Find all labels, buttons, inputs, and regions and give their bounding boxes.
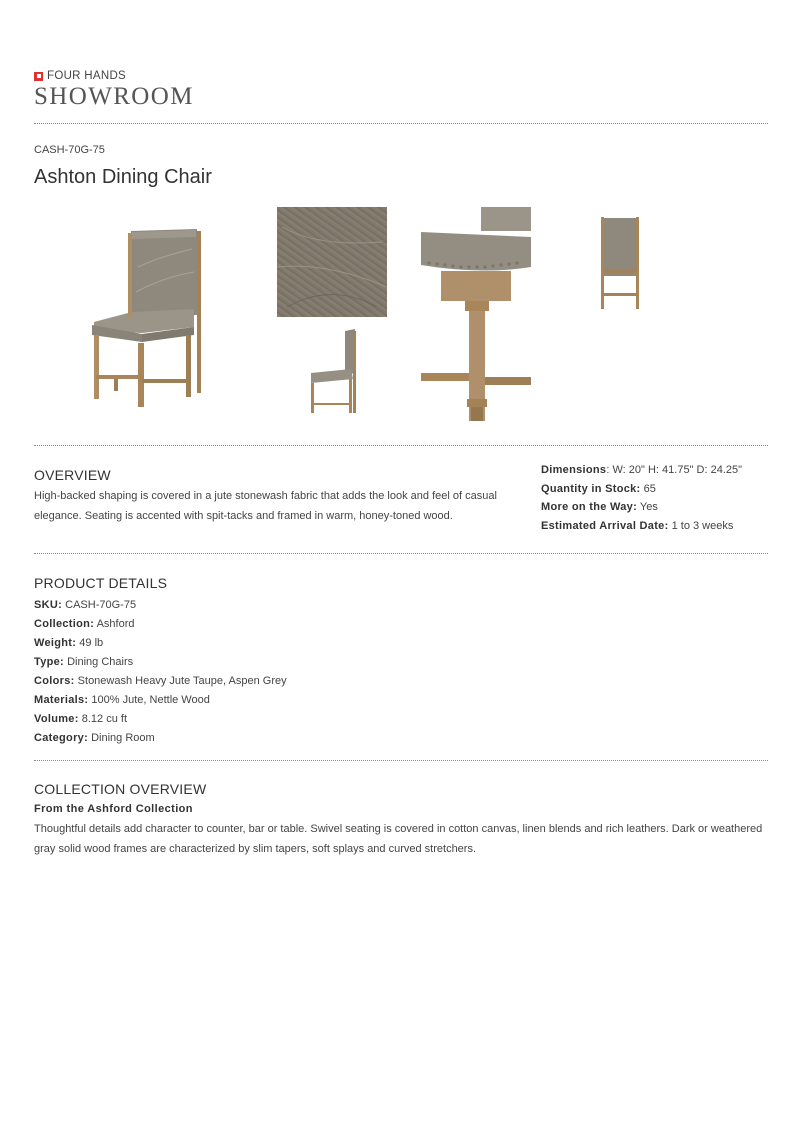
brand-name: FOUR HANDS [47, 70, 127, 82]
overview-heading: OVERVIEW [34, 467, 111, 483]
chair-back-view-image [587, 207, 657, 317]
detail-row-category: Category: Dining Room [34, 732, 155, 744]
spec-quantity-in-stock: Quantity in Stock: 65 [541, 483, 656, 495]
divider [34, 123, 768, 124]
product-code: CASH-70G-75 [34, 144, 105, 156]
detail-row-weight: Weight: 49 lb [34, 637, 104, 649]
brand-line [34, 70, 126, 82]
detail-row-colors: Colors: Stonewash Heavy Jute Taupe, Aspen Grey [34, 675, 287, 687]
detail-row-materials: Materials: 100% Jute, Nettle Wood [34, 694, 210, 706]
chair-front-angle-image [34, 207, 234, 427]
collection-text: Thoughtful details add character to counter, bar or table. Swivel seating is covered in cotton canvas, linen blends and rich leathers. Dark or weathered gray solid wood frames are characterized by slim tapers, soft splays and curved stretchers. [34, 823, 763, 855]
collection-overview-heading: COLLECTION OVERVIEW [34, 781, 207, 797]
overview-text: High-backed shaping is covered in a jute stonewash fabric that adds the look and feel of casual elegance. Seating is accented with spit-tacks and framed in warm, honey-toned wood. [34, 490, 497, 522]
fabric-swatch-image [277, 207, 387, 317]
product-details-list [34, 596, 287, 748]
product-title: Ashton Dining Chair [34, 166, 212, 188]
detail-row-type: Type: Dining Chairs [34, 656, 134, 668]
spec-dimensions: Dimensions: W: 20" H: 41.75" D: 24.25" [541, 464, 743, 476]
header [34, 66, 768, 124]
detail-row-sku: SKU: CASH-70G-75 [34, 599, 137, 611]
brand-logo-icon [34, 72, 43, 81]
spec-estimated-arrival: Estimated Arrival Date: 1 to 3 weeks [541, 520, 734, 532]
chair-detail-closeup-image [421, 207, 531, 427]
divider [34, 553, 768, 554]
product-details-heading: PRODUCT DETAILS [34, 575, 168, 591]
spec-more-on-the-way: More on the Way: Yes [541, 501, 658, 513]
divider [34, 760, 768, 761]
detail-row-collection: Collection: Ashford [34, 618, 135, 630]
brand-subtitle: SHOWROOM [34, 83, 194, 110]
detail-row-volume: Volume: 8.12 cu ft [34, 713, 128, 725]
divider [34, 445, 768, 446]
chair-side-view-image [277, 317, 387, 427]
collection-subheading: From the Ashford Collection [34, 803, 193, 815]
